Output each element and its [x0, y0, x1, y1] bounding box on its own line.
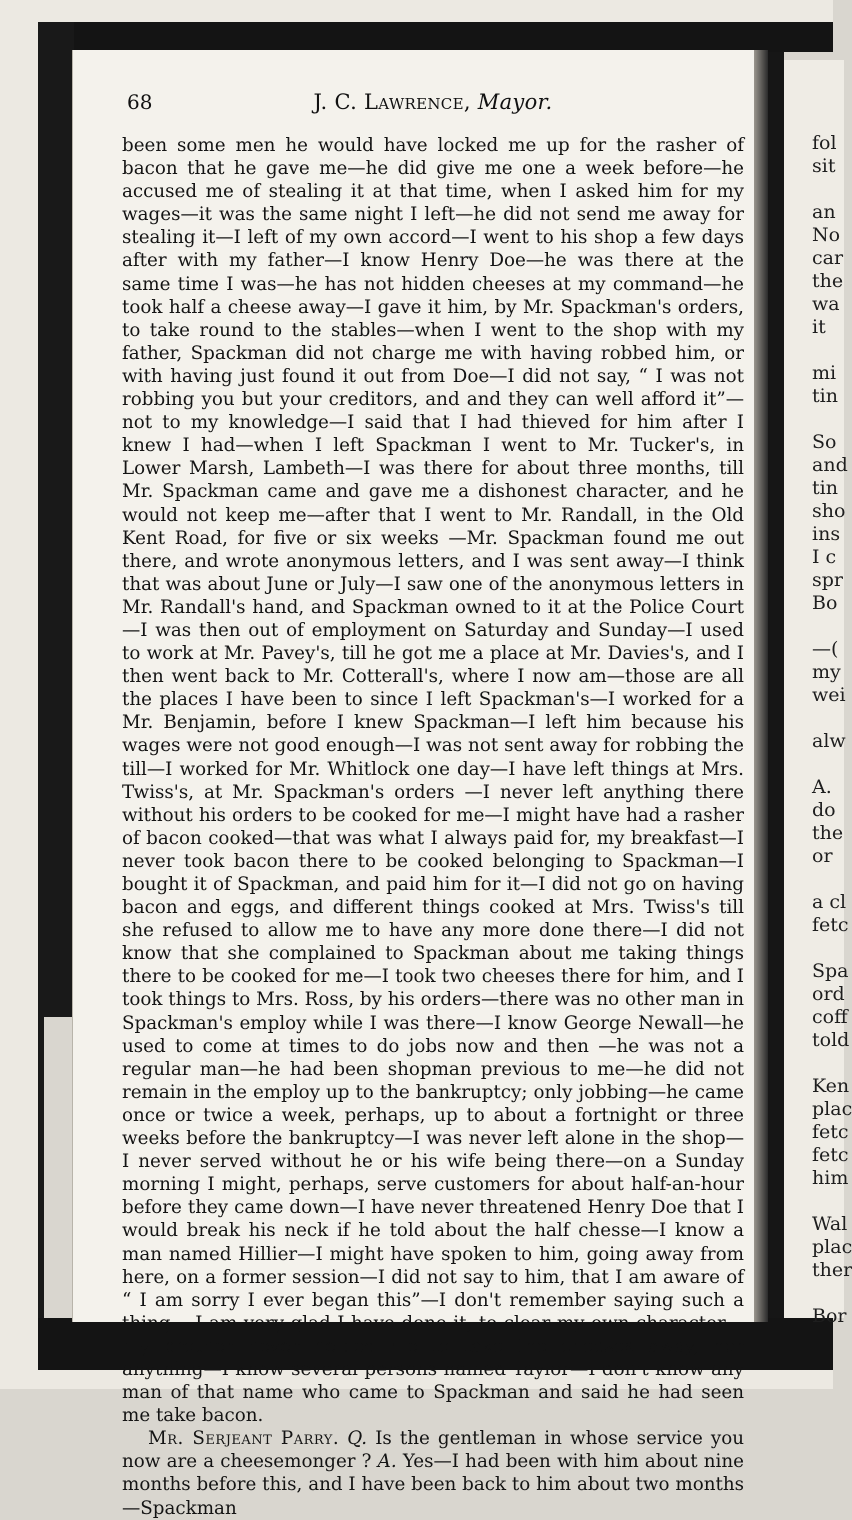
facing-page-fragment: plac	[812, 1098, 852, 1120]
page-header	[122, 90, 744, 120]
page-number: 68	[127, 90, 153, 114]
question-label: Q.	[347, 1428, 368, 1450]
answer-label: A.	[377, 1451, 397, 1473]
facing-page-fragment: Ken	[812, 1075, 850, 1097]
facing-page-fragment: A.	[812, 776, 832, 798]
spine-shadow	[754, 50, 768, 1322]
facing-page-fragment: ins	[812, 523, 841, 545]
paragraph-examination	[122, 1427, 744, 1519]
facing-page-fragment: him	[812, 1167, 849, 1189]
facing-page-fragment: wa	[812, 293, 840, 315]
book-gutter	[768, 52, 784, 1318]
facing-page-fragment: it	[812, 316, 826, 338]
facing-page-fragment: or	[812, 845, 833, 867]
book-cover-left-edge-lower	[38, 1017, 44, 1319]
facing-page-fragment: mi	[812, 362, 837, 384]
running-head-name: J. C. Lawrence,	[313, 90, 471, 114]
facing-page-fragment: ther	[812, 1259, 852, 1281]
facing-page-fragment: sho	[812, 500, 846, 522]
facing-page-fragment: ord	[812, 983, 845, 1005]
page-body	[122, 134, 744, 1520]
facing-page-fragment: sit	[812, 155, 836, 177]
facing-page-fragment: Bor	[812, 1305, 847, 1327]
book-cover-left-edge	[38, 22, 74, 1017]
facing-page-fragment: car	[812, 247, 844, 269]
speaker-name: Mr. Serjeant Parry.	[148, 1428, 340, 1450]
facing-page-fragment: fetc	[812, 1144, 849, 1166]
facing-page-fragment: Spa	[812, 960, 849, 982]
running-head	[122, 90, 744, 114]
book-cover-top-edge	[38, 22, 833, 52]
facing-page-edge	[784, 60, 852, 1327]
facing-page-fragment: alw	[812, 730, 846, 752]
facing-page-fragment: tin	[812, 385, 838, 407]
facing-page-fragment: wei	[812, 684, 846, 706]
facing-page-fragment: plac	[812, 1236, 852, 1258]
facing-page-fragment: No	[812, 224, 841, 246]
facing-page-fragment: —(	[812, 638, 839, 660]
facing-page-fragment: tin	[812, 477, 838, 499]
facing-page-fragment: the	[812, 270, 844, 292]
running-head-title: Mayor.	[477, 90, 553, 114]
facing-page-fragment: Bo	[812, 592, 838, 614]
facing-page-fragment: fetc	[812, 1121, 849, 1143]
answer-text: Yes—I had been with him about nine months before this, and I have been back to him about two months—Spackman	[122, 1451, 744, 1519]
facing-page-fragment: the	[812, 822, 844, 844]
facing-page-fragment: Wal	[812, 1213, 848, 1235]
facing-page-fragment: fetc	[812, 914, 849, 936]
facing-page-fragment: So	[812, 431, 837, 453]
facing-page-fragment: a cl	[812, 891, 847, 913]
facing-page-fragment: my	[812, 661, 841, 683]
facing-page-fragment: fol	[812, 132, 837, 154]
facing-page-fragment: do	[812, 799, 836, 821]
scanner-left-margin	[0, 22, 38, 1370]
paragraph-testimony: been some men he would have locked me up for the rasher of bacon that he gave me—he did give me one a week before—he accused me of stealing it at that time, when I asked him for my wages—it was the same night I left—he did not send me away for stealing it—I left of my own accord—I went to his shop a few days after with my father—I know Henry Doe—he was there at the same time I was—he has not hidden cheeses at my command—he took half a cheese away—I gave it him, by Mr. Spackman's orders, to take round to the stables—when I went to the shop with my father, Spackman did not charge me with having robbed him, or with having just found it out from Doe—I did not say, “ I was not robbing you but your creditors, and and they can well afford it”—not to my knowledge—I said that I had thieved for him after I knew I had—when I left Spackman I went to Mr. Tucker's, in Lower Marsh, Lambeth—I was there for about three months, till Mr. Spackman came and gave me a dishonest character, and he would not keep me—after that I went to Mr. Randall, in the Old Kent Road, for five or six weeks —Mr. Spackman found me out there, and wrote anonymous letters, and I was sent away—I think that was about June or July—I saw one of the anonymous letters in Mr. Randall's hand, and Spackman owned to it at the Police Court—I was then out of employment on Saturday and Sunday—I used to work at Mr. Pavey's, till he got me a place at Mr. Davies's, and I then went back to Mr. Cotterall's, where I now am—those are all the places I have been to since I left Spackman's—I worked for a Mr. Benjamin, before I knew Spackman—I left him because his wages were not good enough—I was not sent away for robbing the till—I worked for Mr. Whitlock one day—I have left things at Mrs. Twiss's, at Mr. Spackman's orders —I never left anything there without his orders to be cooked for me—I might have had a rasher of bacon cooked—that was what I always paid for, my breakfast—I never took bacon there to be cooked belonging to Spackman—I bought it of Spackman, and paid him for it—I did not go on having bacon and eggs, and different things cooked at Mrs. Twiss's till she refused to allow me to have any more done there—I did not know that she complained to Spackman about me taking things there to be cooked for me—I took two cheeses there for him, and I took things to Mrs. Ross, by his orders—there was no other man in Spackman's employ while I was there—I know George Newall—he used to come at times to do jobs now and then —he was not a regular man—he had been shopman previous to me—he did not remain in the employ up to the bankruptcy; only jobbing—he came once or twice a week, perhaps, up to about a fortnight or three weeks before the bankruptcy—I was never left alone in the shop—I never served without he or his wife being there—on a Sunday morning I might, perhaps, serve customers for about half-an-hour before they came down—I have never threatened Henry Doe that I would break his neck if he told about the half chesse—I know a man named Hillier—I might have spoken to him, going away from here, on a former session—I did not say to him, that I am aware of “ I am sorry I ever began this”—I don't remember saying such a thing —I am very glad I have done it, to clear my own character—my brother never helped me to take the cheeses away, nor anything—I know several persons named Taylor—I don't know any man of that name who came to Spackman and said he had seen me take bacon.	[122, 135, 744, 1427]
facing-page-fragment: told	[812, 1029, 850, 1051]
question-text: Is the gentleman in whose service you now are a cheesemonger ?	[122, 1428, 745, 1473]
scanner-top-margin	[0, 0, 833, 22]
facing-page-fragment: an	[812, 201, 836, 223]
facing-page-fragment: I c	[812, 546, 837, 568]
facing-page-fragment: coff	[812, 1006, 848, 1028]
facing-page-fragment: and	[812, 454, 848, 476]
facing-page-fragment: spr	[812, 569, 843, 591]
